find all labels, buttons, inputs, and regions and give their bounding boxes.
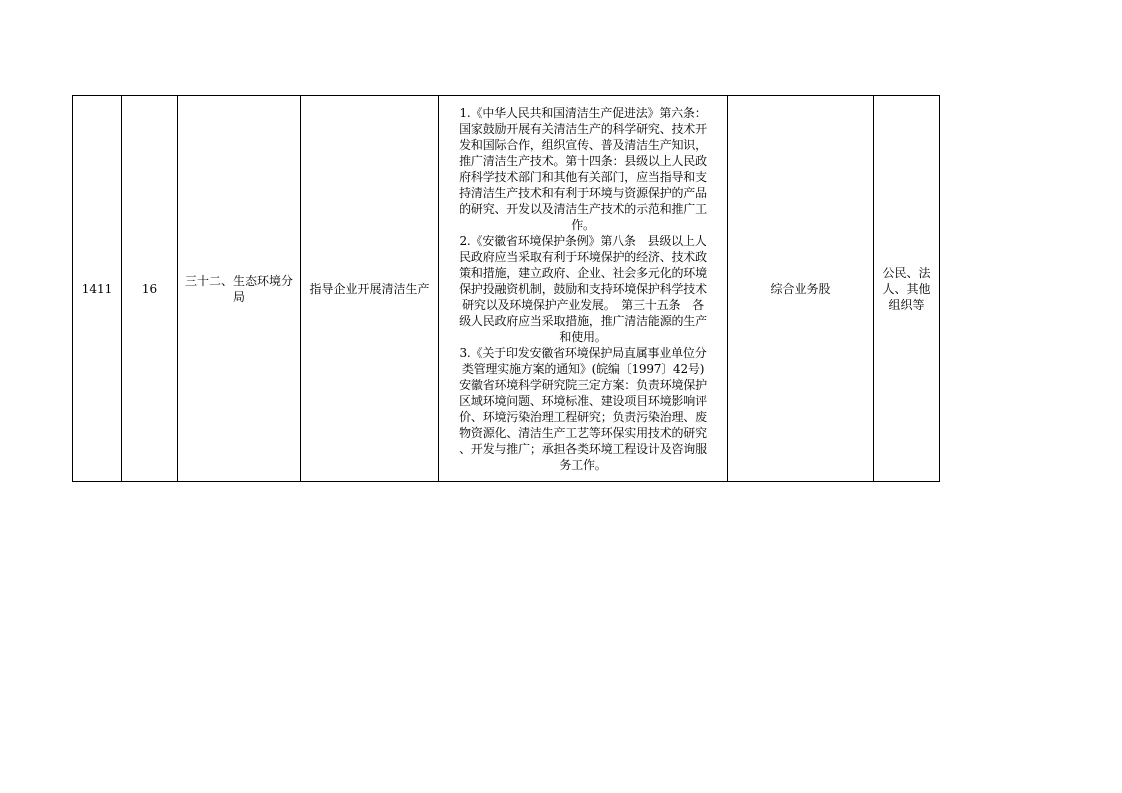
department-cell: 三十二、生态环境分局 — [178, 96, 301, 482]
sub-seq-cell: 16 — [122, 96, 178, 482]
basis-line: 持清洁生产技术和有利于环境与资源保护的产品 — [459, 185, 707, 200]
basis-line: 和使用。 — [559, 329, 607, 344]
basis-line: 级人民政府应当采取措施，推广清洁能源的生产 — [459, 313, 707, 328]
policy-table — [72, 95, 940, 482]
basis-line: 务工作。 — [559, 457, 607, 472]
legal-basis-cell — [439, 96, 728, 482]
basis-line: 1.《中华人民共和国清洁生产促进法》第六条： — [459, 105, 707, 120]
responsible-unit-cell: 综合业务股 — [728, 96, 874, 482]
basis-line: 民政府应当采取有利于环境保护的经济、技术政 — [459, 249, 707, 264]
basis-line: 推广清洁生产技术。第十四条：县级以上人民政 — [459, 153, 707, 168]
basis-line: 3.《关于印发安徽省环境保护局直属事业单位分 — [459, 345, 707, 360]
basis-line: 类管理实施方案的通知》(皖编〔1997〕42号) — [461, 361, 705, 376]
basis-line: 研究以及环境保护产业发展。 第三十五条 各 — [462, 297, 704, 312]
basis-line: 安徽省环境科学研究院三定方案：负责环境保护 — [459, 377, 707, 392]
basis-line: 2.《安徽省环境保护条例》第八条 县级以上人 — [459, 233, 707, 248]
target-cell: 公民、法人、其他组织等 — [874, 96, 940, 482]
basis-line: 国家鼓励开展有关清洁生产的科学研究、技术开 — [459, 121, 707, 136]
seq-cell: 1411 — [73, 96, 122, 482]
basis-line: 区域环境问题、环境标准、建设项目环境影响评 — [459, 393, 707, 408]
basis-line: 物资源化、清洁生产工艺等环保实用技术的研究 — [459, 425, 707, 440]
basis-line: 的研究、开发以及清洁生产技术的示范和推广工 — [459, 201, 707, 216]
basis-line: 价、环境污染治理工程研究；负责污染治理、废 — [459, 409, 707, 424]
basis-line: 发和国际合作，组织宣传、普及清洁生产知识， — [459, 137, 707, 152]
basis-line: 作。 — [571, 217, 595, 232]
basis-line: 、开发与推广；承担各类环境工程设计及咨询服 — [459, 441, 707, 456]
basis-line: 策和措施，建立政府、企业、社会多元化的环境 — [459, 265, 707, 280]
basis-line: 府科学技术部门和其他有关部门，应当指导和支 — [459, 169, 707, 184]
item-name-cell: 指导企业开展清洁生产 — [301, 96, 439, 482]
table-row — [73, 96, 940, 482]
basis-line: 保护投融资机制，鼓励和支持环境保护科学技术 — [459, 281, 707, 296]
